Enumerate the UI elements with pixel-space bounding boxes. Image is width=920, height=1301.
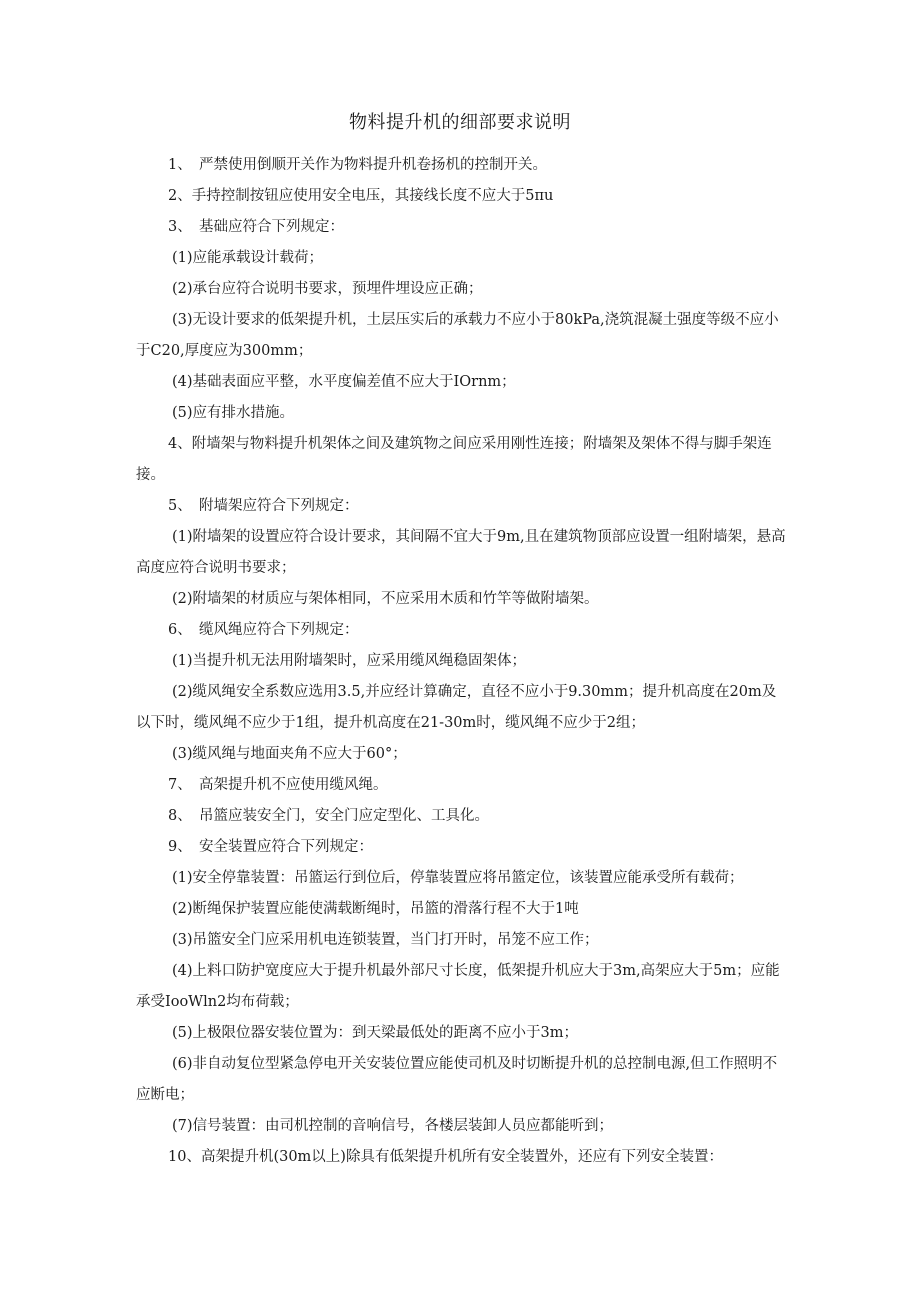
- paragraph-6-item-2: (2)缆风绳安全系数应选用3.5,并应经计算确定，直径不应小于9.30mm；提升机高度在20m及以下时，缆风绳不应少于1组，提升机高度在21-30m时，缆风绳不应少于2组；: [136, 684, 777, 731]
- paragraph-9-item-1: (1)安全停靠装置：吊篮运行到位后，停靠装置应将吊篮定位，该装置应能承受所有载荷；: [172, 870, 744, 886]
- paragraph-9-item-2: (2)断绳保护装置应能使满载断绳时，吊篮的滑落行程不大于1吨: [172, 901, 579, 917]
- paragraph-9-item-3: (3)吊篮安全门应采用机电连锁装置，当门打开时，吊笼不应工作；: [172, 932, 599, 948]
- paragraph-3: 3、 基础应符合下列规定：: [168, 219, 344, 235]
- document-title: 物料提升机的细部要求说明: [349, 112, 571, 133]
- paragraph-3-item-2: (2)承台应符合说明书要求，预埋件埋设应正确；: [172, 281, 483, 297]
- paragraph-5-item-2: (2)附墙架的材质应与架体相同，不应采用木质和竹竿等做附墙架。: [172, 591, 599, 607]
- paragraph-3-item-5: (5)应有排水措施。: [172, 405, 295, 421]
- paragraph-9-item-6: (6)非自动复位型紧急停电开关安装位置应能使司机及时切断提升机的总控制电源,但工作照明不应断电；: [136, 1056, 778, 1103]
- paragraph-10: 10、高架提升机(30m以上)除具有低架提升机所有安全装置外，还应有下列安全装置：: [168, 1149, 723, 1165]
- paragraph-9-item-4: (4)上料口防护宽度应大于提升机最外部尺寸长度，低架提升机应大于3m,高架应大于5m；应能承受IooWln2均布荷载；: [136, 963, 780, 1010]
- paragraph-5: 5、 附墙架应符合下列规定：: [168, 498, 359, 514]
- paragraph-8: 8、 吊篮应装安全门，安全门应定型化、工具化。: [168, 808, 489, 824]
- paragraph-3-item-3: (3)无设计要求的低架提升机，土层压实后的承载力不应小于80kPa,浇筑混凝土强度等级不应小于C20,厚度应为300mm；: [136, 312, 779, 359]
- paragraph-3-item-1: (1)应能承载设计载荷；: [172, 250, 324, 266]
- paragraph-5-item-1: (1)附墙架的设置应符合设计要求，其间隔不宜大于9m,且在建筑物顶部应设置一组附墙架，悬高高度应符合说明书要求；: [136, 529, 786, 576]
- document-body: [136, 150, 788, 1173]
- paragraph-6-item-1: (1)当提升机无法用附墙架时，应采用缆风绳稳固架体；: [172, 653, 527, 669]
- paragraph-9-item-5: (5)上极限位器安装位置为：到天梁最低处的距离不应小于3m；: [172, 1025, 579, 1041]
- paragraph-9: 9、 安全装置应符合下列规定：: [168, 839, 373, 855]
- paragraph-2: 2、手持控制按钮应使用安全电压，其接线长度不应大于5πu: [168, 188, 554, 204]
- paragraph-9-item-7: (7)信号装置：由司机控制的音响信号，各楼层装卸人员应都能听到；: [172, 1118, 614, 1134]
- paragraph-6-item-3: (3)缆风绳与地面夹角不应大于60°；: [172, 746, 407, 762]
- paragraph-6: 6、 缆风绳应符合下列规定：: [168, 622, 359, 638]
- paragraph-7: 7、 高架提升机不应使用缆风绳。: [168, 777, 388, 793]
- paragraph-4: 4、附墙架与物料提升机架体之间及建筑物之间应采用刚性连接；附墙架及架体不得与脚手架连接。: [136, 436, 772, 483]
- paragraph-1: 1、 严禁使用倒顺开关作为物料提升机卷扬机的控制开关。: [168, 157, 547, 173]
- paragraph-3-item-4: (4)基础表面应平整，水平度偏差值不应大于IOrnm；: [172, 374, 516, 390]
